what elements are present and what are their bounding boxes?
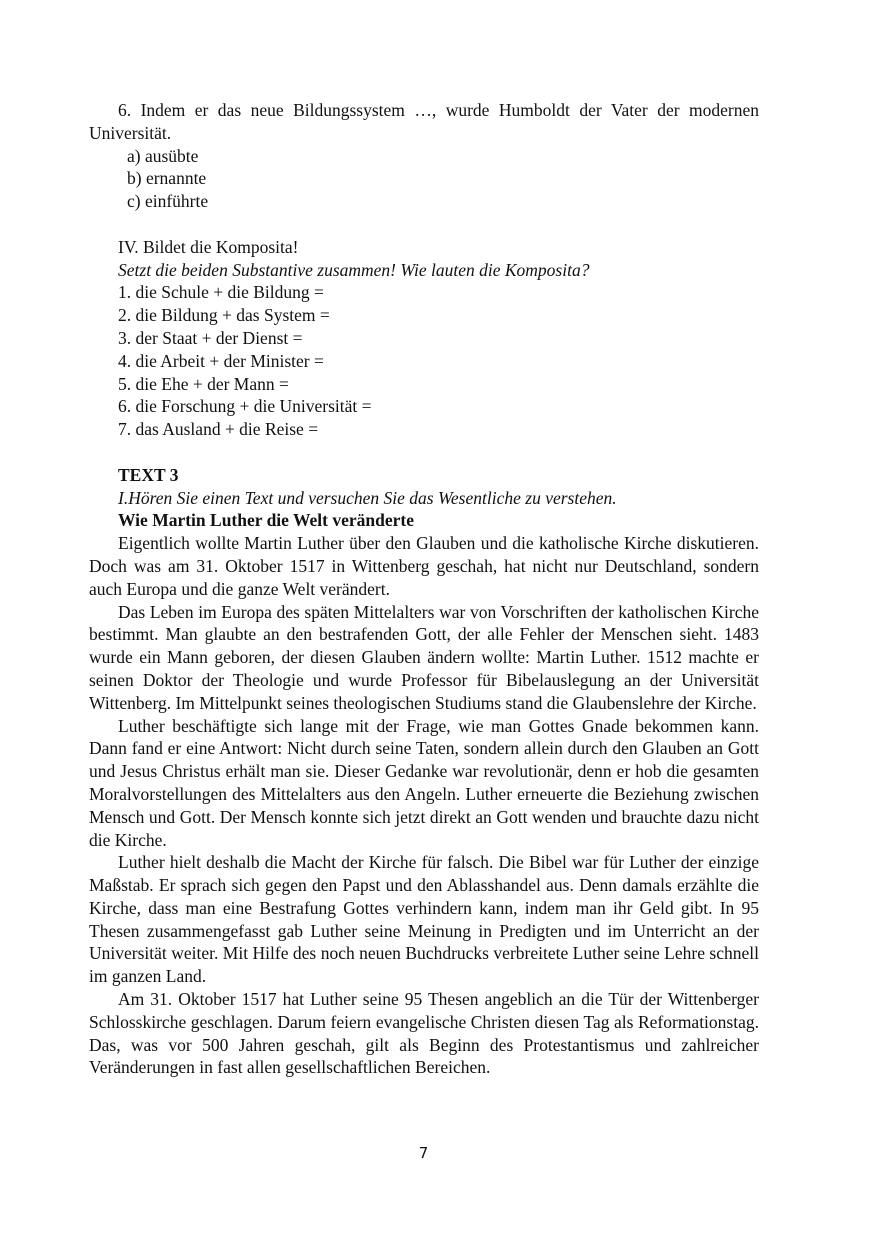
text-3-title: Wie Martin Luther die Welt veränderte [118,510,414,531]
question-6-stem: 6. Indem er das neue Bildungssystem …, wurde Humboldt der Vater der modernen Universität. [89,100,759,143]
exercise-4-item: 4. die Arbeit + der Minister = [118,350,324,371]
text-3-heading: TEXT 3 [118,464,179,485]
text-3-paragraph: Eigentlich wollte Martin Luther über den Glauben und die katholische Kirche diskutieren. Doch was am 31. Oktober 1517 in Wittenberg geschah, hat nicht nur Deutschland, sondern auch Europa und die ganze Welt verändert. [89,533,759,599]
exercise-4-item: 6. die Forschung + die Universität = [118,396,372,417]
exercise-4-item: 2. die Bildung + das System = [118,305,330,326]
question-6-option-a: a) ausübte [127,145,199,166]
exercise-4-title: IV. Bildet die Komposita! [118,236,299,257]
spacer [89,213,759,236]
question-6-option-c: c) einführte [127,191,209,212]
exercise-4-instruction: Setzt die beiden Substantive zusammen! Wie lauten die Komposita? [118,259,590,280]
exercise-4-item: 5. die Ehe + der Mann = [118,373,289,394]
exercise-4-item: 7. das Ausland + die Reise = [118,419,319,440]
text-3-task: I.Hören Sie einen Text und versuchen Sie das Wesentliche zu verstehen. [118,487,617,508]
text-3-paragraph: Luther beschäftigte sich lange mit der Frage, wie man Gottes Gnade bekommen kann. Dann fand er eine Antwort: Nicht durch seine Taten, sondern allein durch den Glauben an Gott und Jesus Christus erhält man sie. Dieser Gedanke war revolutionär, denn er hob die gesamten Moralvorstellungen des Mittelalters aus den Angeln. Luther erneuerte die Beziehung zwischen Mensch und Gott. Der Mensch konnte sich jetzt direkt an Gott wenden und brauchte dazu nicht die Kirche. [89,715,759,850]
text-3-paragraph: Luther hielt deshalb die Macht der Kirche für falsch. Die Bibel war für Luther der einzige Maßstab. Er sprach sich gegen den Papst und den Ablasshandel aus. Denn damals erzählte die Kirche, dass man eine Bestrafung Gottes verhindern kann, indem man ihr Geld gibt. In 95 Thesen zusammengefasst gab Luther seine Meinung in Predigten und im Unterricht an der Universität weiter. Mit Hilfe des noch neuen Buchdrucks verbreitete Luther seine Lehre schnell im ganzen Land. [89,852,759,987]
exercise-4-item: 3. der Staat + der Dienst = [118,327,303,348]
spacer [89,441,759,464]
text-3-paragraph: Das Leben im Europa des späten Mittelalters war von Vorschriften der katholischen Kirche bestimmt. Man glaubte an den bestrafenden Gott, der alle Fehler der Menschen sieht. 1483 wurde ein Mann geboren, der diesen Glauben ändern wollte: Martin Luther. 1512 machte er seinen Doktor der Theologie und wurde Professor für Bibelauslegung an der Universität Wittenberg. Im Mittelpunkt seines theologischen Studiums stand die Glaubenslehre der Kirche. [89,601,759,713]
document-page [89,99,759,1079]
page-number: 7 [418,1144,429,1162]
exercise-4-item: 1. die Schule + die Bildung = [118,282,324,303]
question-6-option-b: b) ernannte [127,168,207,189]
text-3-paragraph: Am 31. Oktober 1517 hat Luther seine 95 Thesen angeblich an die Tür der Wittenberger Schlosskirche geschlagen. Darum feiern evangelische Christen diesen Tag als Reformationstag. Das, was vor 500 Jahren geschah, gilt als Beginn des Protestantismus und zahlreicher Veränderungen in fast allen gesellschaftlichen Bereichen. [89,989,759,1078]
